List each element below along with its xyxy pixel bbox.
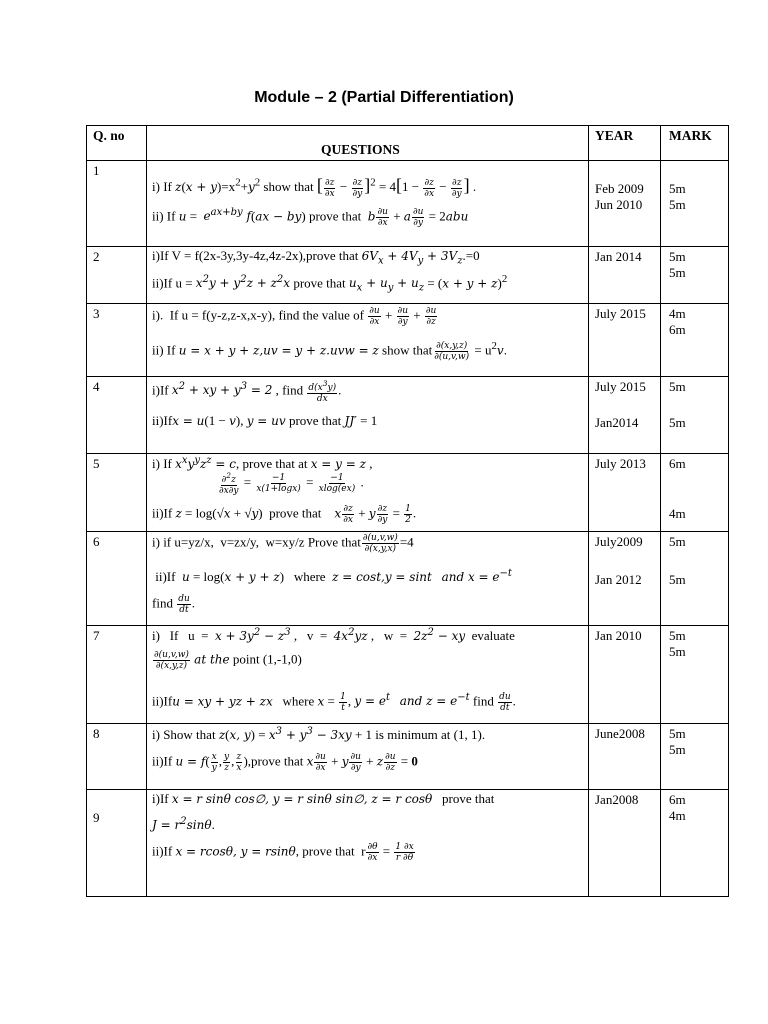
table-row xyxy=(87,377,729,454)
exam-year: Jan 2012 xyxy=(595,572,642,587)
question-line: i). If u = f(y-z,z-x,x-y), find the value of $\frac{\partial u}{\partial x}$ + $\frac{\partial u}{\partial y}$ + $\frac{\partial u}{\partial z}$ xyxy=(152,306,437,327)
question-line: i)If x = r sinθ cos∅, y = r sinθ sin∅, z = r cosθ prove that xyxy=(152,791,495,806)
question-cell xyxy=(147,247,589,304)
question-number: 7 xyxy=(93,628,100,643)
exam-year: Jun 2010 xyxy=(595,197,643,212)
exam-year: July 2015 xyxy=(595,379,646,394)
question-line: i) If $u = x + 3y^2 - z^3$ , $v = 4x^2yz$ , $w = 2z^2$ − xy evaluate xyxy=(152,627,515,643)
question-number: 6 xyxy=(93,534,100,549)
exam-year: Jan2014 xyxy=(595,415,639,430)
table-row xyxy=(87,161,729,247)
question-number: 9 xyxy=(93,810,100,825)
question-number: 4 xyxy=(93,379,100,394)
mark-value: 5m xyxy=(669,644,686,659)
mark-value: 5m xyxy=(669,726,686,741)
question-cell xyxy=(147,724,589,790)
question-cell xyxy=(147,790,589,897)
mark-value: 5m xyxy=(669,379,686,394)
question-number: 5 xyxy=(93,456,100,471)
question-line: i) If $x^xy^yz^z = c$, prove that at x = y = z , xyxy=(152,455,373,471)
question-number: 8 xyxy=(93,726,100,741)
question-cell xyxy=(147,454,589,532)
question-cell xyxy=(147,532,589,626)
mark-value: 5m xyxy=(669,572,686,587)
question-line: ii)Ifu = xy + yz + zx where x = $\frac{1}{t}$ , $y = e^t$ and $z = e^{-t}$ find $\frac{du}{dt}$ . xyxy=(152,692,516,713)
question-number: 1 xyxy=(93,163,100,178)
exam-year: Jan 2010 xyxy=(595,628,642,643)
question-line: $\frac{\partial^2z}{\partial x\partial y}$ = $\frac{-1}{x(1+\log x)}$ = $\frac{-1}{xlog(ex)}$ . xyxy=(219,471,364,496)
questions-header: QUESTIONS xyxy=(321,142,400,157)
mark-header: MARK xyxy=(669,128,712,143)
question-line: ii)If u = log(x + y + z) where z = cost,y = sint and $x = e^{-t}$ xyxy=(152,568,512,584)
table-row xyxy=(87,532,729,626)
question-line: ii)Ifx = u(1 − v), y = uv prove that JJ′ = 1 xyxy=(152,413,378,428)
exam-year: July2009 xyxy=(595,534,643,549)
question-number: 2 xyxy=(93,249,100,264)
table-row xyxy=(87,454,729,532)
exam-year: July 2015 xyxy=(595,306,646,321)
table-row xyxy=(87,247,729,304)
year-header: YEAR xyxy=(595,128,634,143)
mark-value: 6m xyxy=(669,322,686,337)
table-row xyxy=(87,304,729,377)
question-line: $\frac{\partial(u,v,w)}{\partial(x,y,z)}$ at the point (1,-1,0) xyxy=(154,650,302,671)
mark-value: 5m xyxy=(669,415,686,430)
question-line: i) Show that z(x, $y) = x^3 + y^3 - 3xy + 1$ is minimum at (1, 1). xyxy=(152,726,486,742)
question-line: ii)If z = log(√x + √y) prove that x $\frac{\partial z}{\partial x}$ + y $\frac{\partial z}{\partial y}$ = $\frac{1}{2}$ . xyxy=(152,504,417,525)
question-line: ii) If $u = e^{ax+by}$ f(ax − by) prove that b $\frac{\partial u}{\partial x}$ + a $\frac{\partial u}{\partial y}$ = 2abu xyxy=(152,207,469,228)
question-number: 3 xyxy=(93,306,100,321)
table-row xyxy=(87,626,729,724)
table-header-row xyxy=(87,126,729,161)
question-cell xyxy=(147,161,589,247)
mark-value: 5m xyxy=(669,197,686,212)
question-line: find $\frac{du}{dt}$ . xyxy=(152,594,196,615)
exam-year: Jan 2014 xyxy=(595,249,642,264)
table-row xyxy=(87,790,729,897)
exam-year: July 2013 xyxy=(595,456,646,471)
question-cell xyxy=(147,377,589,454)
question-line: $J = r^2\sin\theta$. xyxy=(152,816,215,832)
mark-value: 5m xyxy=(669,249,686,264)
question-table xyxy=(86,125,729,897)
question-cell xyxy=(147,304,589,377)
mark-value: 5m xyxy=(669,265,686,280)
mark-value: 6m xyxy=(669,456,686,471)
exam-year: Feb 2009 xyxy=(595,181,644,196)
question-line: ii)If u = f( $\frac{x}{y}$ , $\frac{y}{z}$ , $\frac{z}{x}$ ),prove that x $\frac{\partial u}{\partial x}$ + y $\frac{\partial u}{\partial y}$ + z $\frac{\partial u}{\partial z}$ = 0 xyxy=(152,752,418,773)
mark-value: 5m xyxy=(669,628,686,643)
question-line: ii)If $u = x^2y + y^2z + z^2x$ prove that $u_x + u_y + u_z = (x + y + z)^2$ xyxy=(152,273,508,294)
mark-value: 5m xyxy=(669,742,686,757)
mark-value: 4m xyxy=(669,506,686,521)
mark-value: 4m xyxy=(669,808,686,823)
mark-value: 6m xyxy=(669,792,686,807)
exam-year: Jan2008 xyxy=(595,792,639,807)
question-line: i)If V = f(2x-3y,3y-4z,4z-2x),prove that $6V_x + 4V_y + 3V_z.=0$ xyxy=(152,248,480,267)
qno-header: Q. no xyxy=(93,128,125,143)
question-line: i) if u=yz/x, v=zx/y, w=xy/z Prove that $\frac{\partial(u,v,w)}{\partial(x,y,x)}$ =4 xyxy=(152,533,414,554)
question-line: i) If $z(x + y)=x^2+y^2$ show that [ $\frac{\partial z}{\partial x}$ − $\frac{\partial z}{\partial y}$ ]$^2$ = 4[1 − $\frac{\partial z}{\partial x}$ − $\frac{\partial z}{\partial y}$ ] . xyxy=(152,175,477,199)
page-title: Module – 2 (Partial Differentiation) xyxy=(254,89,514,106)
question-line: i)If $x^2$ + xy + $y^3 = 2$ , find $\frac{d(x^3y)}{dx}$ . xyxy=(152,379,342,404)
question-line: ii)If x = rcosθ, y = rsinθ, prove that r $\frac{\partial\theta}{\partial x}$ = $\frac{1 \partial x}{r \partial\theta}$ xyxy=(152,842,414,863)
question-line: ii) If u = x + y + z,uv = y + z.uvw = z show that $\frac{\partial(x,y,z)}{\partial(u,v,w)}$ = $u^2v$. xyxy=(152,340,507,362)
mark-value: 5m xyxy=(669,534,686,549)
mark-value: 4m xyxy=(669,306,686,321)
exam-year: June2008 xyxy=(595,726,645,741)
table-row xyxy=(87,724,729,790)
question-cell xyxy=(147,626,589,724)
mark-value: 5m xyxy=(669,181,686,196)
